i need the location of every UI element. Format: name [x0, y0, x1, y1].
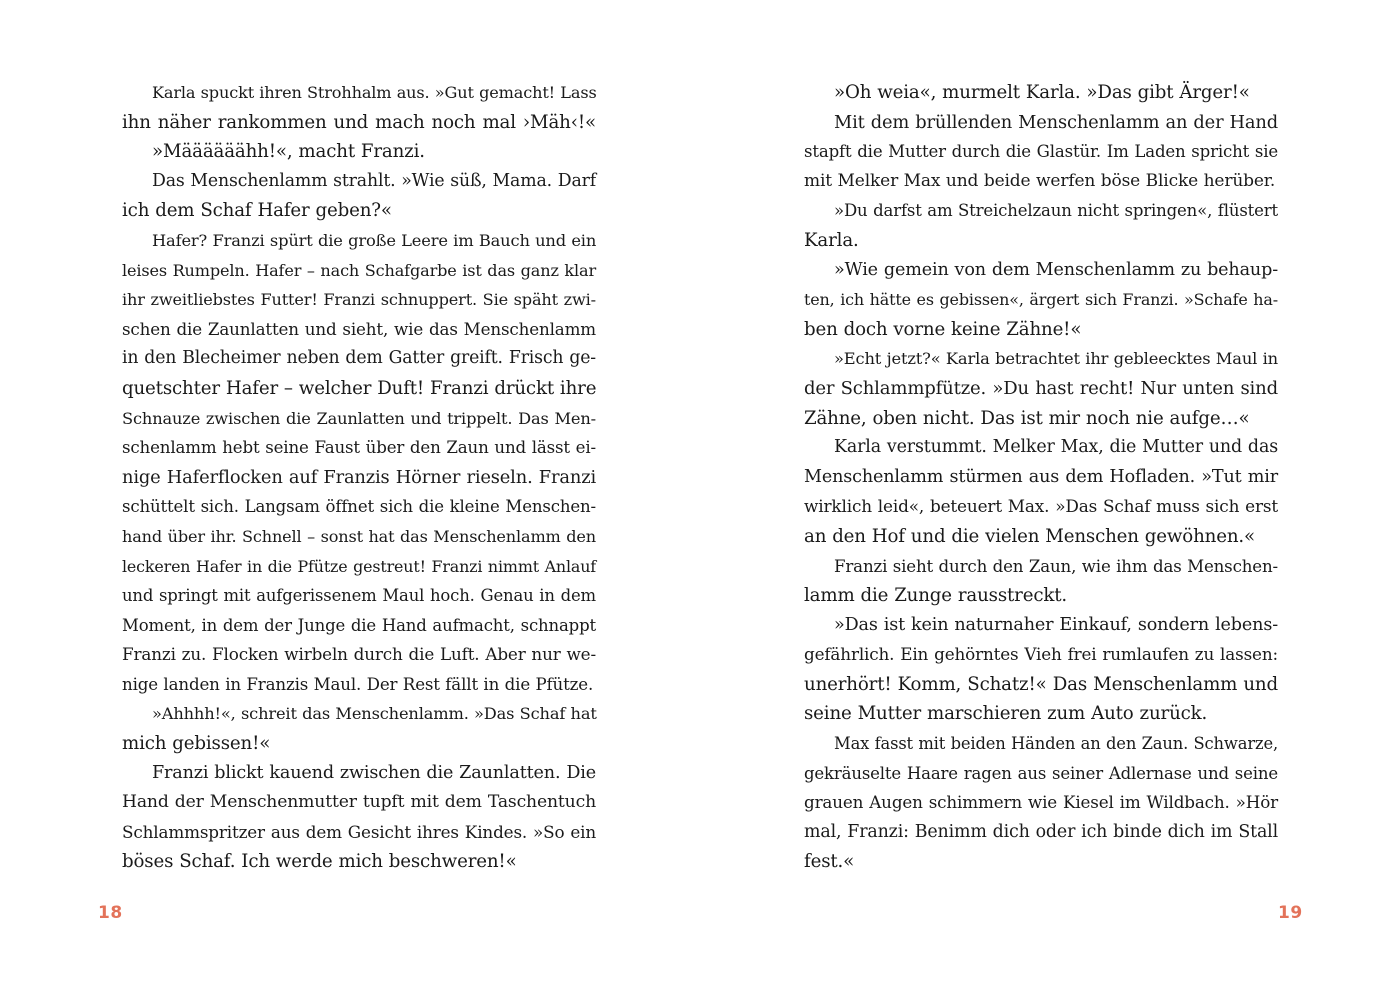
text-line: mich gebissen!« — [122, 733, 271, 755]
text-line: Franzi sieht durch den Zaun, wie ihm das Menschen- — [834, 556, 1278, 576]
text-line: lamm die Zunge rausstreckt. — [804, 585, 1068, 607]
text-line: Hafer? Franzi spürt die große Leere im Bauch und ein — [152, 230, 597, 250]
page-number: 19 — [1278, 903, 1303, 923]
text-line: stapft die Mutter durch die Glastür. Im Laden spricht sie — [804, 142, 1278, 162]
text-line: grauen Augen schimmern wie Kiesel im Wildbach. »Hör — [804, 792, 1278, 813]
text-line: gefährlich. Ein gehörntes Vieh frei rumlaufen zu lassen: — [804, 644, 1278, 665]
right-page-text — [804, 78, 1278, 877]
text-line: mal, Franzi: Benimm dich oder ich binde dich im Stall — [804, 821, 1278, 842]
text-line: seine Mutter marschieren zum Auto zurück. — [804, 703, 1208, 725]
text-line: schenlamm hebt seine Faust über den Zaun und lässt ei- — [122, 438, 596, 458]
text-line: Das Menschenlamm strahlt. »Wie süß, Mama. Darf — [152, 170, 596, 191]
text-line: ihn näher rankommen und mach noch mal ›Mäh‹!« — [122, 111, 596, 133]
text-line: Karla verstummt. Melker Max, die Mutter und das — [834, 437, 1278, 458]
text-line: Max fasst mit beiden Händen an den Zaun. Schwarze, — [834, 734, 1278, 754]
text-line: Schlammspritzer aus dem Gesicht ihres Kindes. »So ein — [122, 821, 596, 842]
text-line: Karla. — [804, 229, 859, 251]
text-line: Franzi blickt kauend zwischen die Zaunlatten. Die — [152, 762, 596, 783]
text-line: Moment, in dem der Junge die Hand aufmacht, schnappt — [122, 615, 596, 635]
text-line: Zähne, oben nicht. Das ist mir noch nie aufge…« — [804, 407, 1250, 429]
text-line: mit Melker Max und beide werfen böse Blicke herüber. — [804, 170, 1276, 191]
text-line: »Määäääähh!«, macht Franzi. — [152, 141, 425, 163]
text-line: nige Haferflocken auf Franzis Hörner rieseln. Franzi — [122, 466, 596, 488]
text-line: »Echt jetzt?« Karla betrachtet ihr gebleecktes Maul in — [834, 349, 1278, 369]
right-page — [698, 0, 1396, 1000]
text-line: »Das ist kein naturnaher Einkauf, sondern lebens- — [834, 614, 1278, 635]
text-line: ten, ich hätte es gebissen«, ärgert sich Franzi. »Schafe ha- — [804, 290, 1278, 310]
text-line: leises Rumpeln. Hafer – nach Schafgarbe ist das ganz klar — [122, 260, 596, 280]
text-line: »Ahhhh!«, schreit das Menschenlamm. »Das Schaf hat — [152, 704, 597, 724]
text-line: nige landen in Franzis Maul. Der Rest fällt in die Pfütze. — [122, 674, 594, 694]
page-number: 18 — [98, 903, 123, 923]
left-page-text — [122, 78, 596, 877]
text-line: schüttelt sich. Langsam öffnet sich die kleine Menschen- — [122, 497, 596, 517]
text-line: der Schlammpfütze. »Du hast recht! Nur unten sind — [804, 377, 1278, 399]
text-line: Franzi zu. Flocken wirbeln durch die Luft. Aber nur we- — [122, 644, 596, 665]
text-line: hand über ihr. Schnell – sonst hat das Menschenlamm den — [122, 526, 596, 546]
text-line: »Wie gemein von dem Menschenlamm zu behaup- — [834, 259, 1278, 280]
text-line: und springt mit aufgerissenem Maul hoch. Genau in dem — [122, 586, 596, 606]
text-line: wirklich leid«, beteuert Max. »Das Schaf muss sich erst — [804, 496, 1278, 517]
text-line: ben doch vorne keine Zähne!« — [804, 318, 1082, 340]
text-line: schen die Zaunlatten und sieht, wie das Menschenlamm — [122, 318, 596, 339]
text-line: in den Blecheimer neben dem Gatter greift. Frisch ge- — [122, 348, 596, 369]
text-line: unerhört! Komm, Schatz!« Das Menschenlamm und — [804, 673, 1278, 695]
text-line: »Oh weia«, murmelt Karla. »Das gibt Ärger!« — [834, 82, 1250, 103]
text-line: Mit dem brüllenden Menschenlamm an der Hand — [834, 111, 1278, 133]
text-line: ihr zweitliebstes Futter! Franzi schnuppert. Sie späht zwi- — [122, 290, 596, 310]
text-line: böses Schaf. Ich werde mich beschweren!« — [122, 851, 517, 873]
text-line: leckeren Hafer in die Pfütze gestreut! Franzi nimmt Anlauf — [122, 556, 596, 576]
text-line: fest.« — [804, 851, 855, 873]
text-line: ich dem Schaf Hafer geben?« — [122, 200, 392, 222]
text-line: an den Hof und die vielen Menschen gewöhnen.« — [804, 525, 1256, 547]
text-line: quetschter Hafer – welcher Duft! Franzi drückt ihre — [122, 377, 597, 399]
text-line: Hand der Menschenmutter tupft mit dem Taschentuch — [122, 792, 596, 813]
text-line: Schnauze zwischen die Zaunlatten und trippelt. Das Men- — [122, 408, 596, 428]
text-line: Karla spuckt ihren Strohhalm aus. »Gut gemacht! Lass — [152, 83, 597, 102]
text-line: Menschenlamm stürmen aus dem Hofladen. »Tut mir — [804, 466, 1278, 487]
text-line: »Du darfst am Streichelzaun nicht springen«, flüstert — [834, 201, 1278, 221]
text-line: gekräuselte Haare ragen aus seiner Adlernase und seine — [804, 763, 1278, 783]
